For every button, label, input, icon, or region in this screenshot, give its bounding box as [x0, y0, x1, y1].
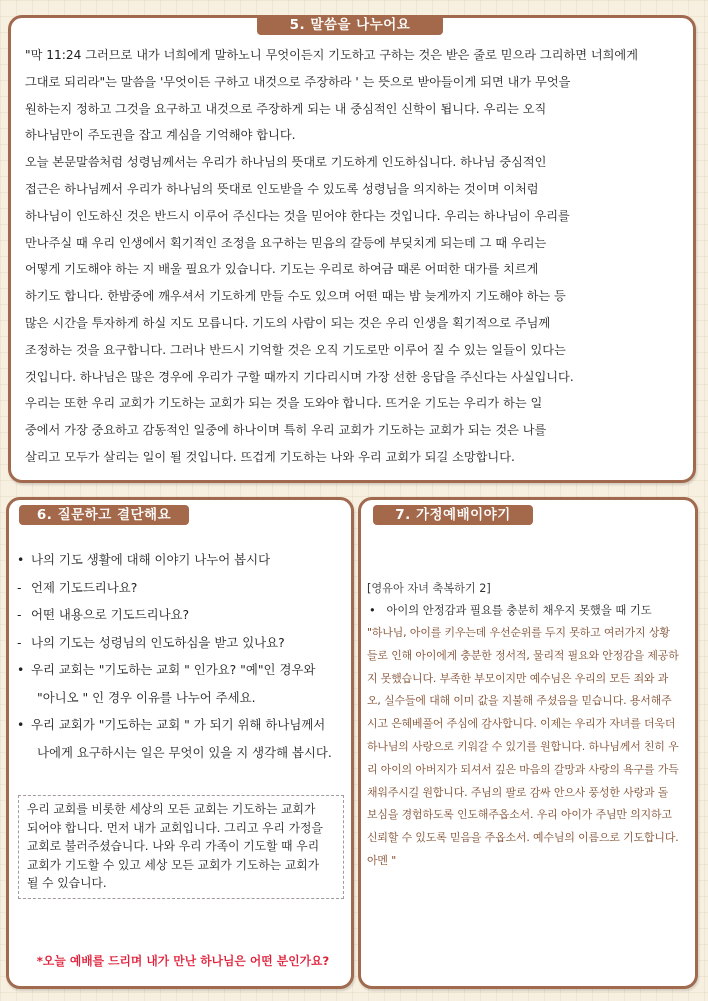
question-marker: - — [17, 607, 22, 622]
section-5-title: 5. 말씀을 나누어요 — [257, 15, 443, 35]
question-item — [17, 601, 347, 629]
section-7-title: 7. 가정예배이야기 — [373, 505, 533, 525]
question-item — [17, 684, 347, 712]
question-item — [17, 546, 347, 574]
question-item — [17, 739, 347, 767]
questions-panel — [6, 497, 354, 989]
question-marker: - — [17, 579, 22, 595]
question-text: 나의 기도는 성령님의 인도하심을 받고 있나요? — [31, 634, 285, 650]
story-item-text: 아이의 안정감과 필요를 충분히 채우지 못했을 때 기도 — [386, 604, 652, 617]
sermon-paragraph-2: 오늘 본문말씀처럼 성령님께서는 우리가 하나님의 뜻대로 기도하게 인도하십니다. 하나님 중심적인 접근은 하나님께서 우리가 하나님의 뜻대로 인도받을 수 있도록 성령님을 의지하는 것이며 이처럼 하나님이 인도하신 것은 반드시 이루어 주신다는 것을 믿어야 한다는 것입니다. 우리는 하나님이 우리를 만나주실 때 우리 인생에서 획기적인 조정을 요구하는 믿음의 갈등에 부딪치게 되는데 그 때 우리는 어떻게 기도해야 하는 지 배울 필요가 있습니다. 기도는 우리로 하여금 때론 어떠한 대가를 치르게 하기도 합니다. 한밤중에 깨우셔서 기도하게 만들 수도 있으며 어떤 때는 밤 늦게까지 기도해야 하는 등 많은 시간을 투자하게 하실 지도 모릅니다. 기도의 사람이 되는 것은 우리 인생을 획기적으로 주님께 조정하는 것을 요구합니다. 그러나 반드시 기억할 것은 오직 기도로만 이루어 질 수 있는 일들이 있다는 것입니다. 하나님은 많은 경우에 우리가 구할 때까지 기다리시며 가장 선한 응답을 주신다는 사실입니다. 우리는 또한 우리 교회가 기도하는 교회가 되는 것을 도와야 합니다. 뜨거운 기도는 우리가 하는 일 중에서 가장 중요하고 감동적인 일중에 하나이며 특히 우리 교회가 기도하는 교회가 되는 것은 나를 살리고 모두가 살리는 일이 될 것입니다. 뜨겁게 기도하는 나와 우리 교회가 되길 소망합니다. — [25, 155, 574, 464]
question-marker: - — [17, 634, 22, 650]
question-text: 나의 기도 생활에 대해 이야기 나누어 봅시다 — [31, 552, 271, 567]
family-worship-story — [367, 580, 693, 873]
section-6-title: 6. 질문하고 결단해요 — [19, 505, 189, 525]
question-text: 어떤 내용으로 기도드리나요? — [31, 607, 190, 622]
question-item — [17, 629, 347, 657]
resolution-box: 우리 교회를 비롯한 세상의 모든 교회는 기도하는 교회가 되어야 합니다. 먼저 내가 교회입니다. 그리고 우리 가정을 교회로 불러주셨습니다. 나와 우리 가족이 기도할 때 우리 교회가 기도할 수 있고 세상 모든 교회가 기도하는 교회가 될 수 있습니다. — [18, 795, 344, 899]
story-bullet: • — [369, 604, 376, 617]
question-text: 언제 기도드리나요? — [31, 579, 138, 595]
story-item — [367, 602, 693, 618]
question-item — [17, 656, 347, 684]
question-text: 우리 교회는 "기도하는 교회 " 인가요? "예"인 경우와 — [31, 662, 316, 677]
question-text: 나에게 요구하시는 일은 무엇이 있을 지 생각해 봅시다. — [37, 744, 332, 760]
question-text: 우리 교회가 "기도하는 교회 " 가 되기 위해 하나님께서 — [31, 717, 326, 732]
question-text: "아니오 " 인 경우 이유를 나누어 주세요. — [37, 689, 256, 705]
sermon-text — [25, 42, 681, 471]
family-worship-panel — [358, 497, 698, 989]
question-list — [17, 546, 347, 766]
question-item — [17, 574, 347, 602]
prayer-text: "하나님, 아이를 키우는데 우선순위를 두지 못하고 여러가지 상황 들로 인해 아이에게 충분한 정서적, 물리적 필요와 안정감을 제공하 지 못했습니다. 부족한 부모이지만 예수님은 우리의 모든 죄와 과 오, 실수들에 대해 이미 값을 지불해 주셨음을 믿습니다. 용서해주 시고 은혜베풀어 주심에 감사합니다. 이제는 우리가 자녀를 더욱더 하나님의 사랑으로 키워갈 수 있기를 원합니다. 하나님께서 친히 우 리 아이의 아버지가 되셔서 깊은 마음의 갈망과 사랑의 욕구를 가득 채워주시길 원합니다. 주님의 팔로 감싸 안으사 풍성한 사랑과 돌 보심을 경험하도록 인도해주옵소서. 우리 아이가 주님만 의지하고 신뢰할 수 있도록 믿음을 주옵소서. 예수님의 이름으로 기도합니다. 아멘 " — [367, 626, 679, 867]
sermon-paragraph-1: "막 11:24 그러므로 내가 너희에게 말하노니 무엇이든지 기도하고 구하는 것은 받은 줄로 믿으라 그리하면 너희에게 그대로 되리라"는 말씀을 '무엇이든 구하고 내것으로 주장하라 ' 는 뜻으로 받아들이게 되면 내가 무엇을 원하는지 정하고 그것을 요구하고 내것으로 주장하게 되는 내 중심적인 신학이 됩니다. 우리는 오직 하나님만이 주도권을 잡고 계심을 기억해야 합니다. — [25, 48, 638, 143]
question-marker: • — [17, 717, 25, 732]
question-marker: • — [17, 552, 25, 567]
question-marker: • — [17, 662, 25, 677]
closing-question: *오늘 예배를 드리며 내가 만난 하나님은 어떤 분인가요? — [36, 954, 330, 968]
question-item — [17, 711, 347, 739]
story-heading: [영유아 자녀 축복하기 2] — [367, 582, 491, 595]
sermon-panel — [8, 15, 696, 483]
